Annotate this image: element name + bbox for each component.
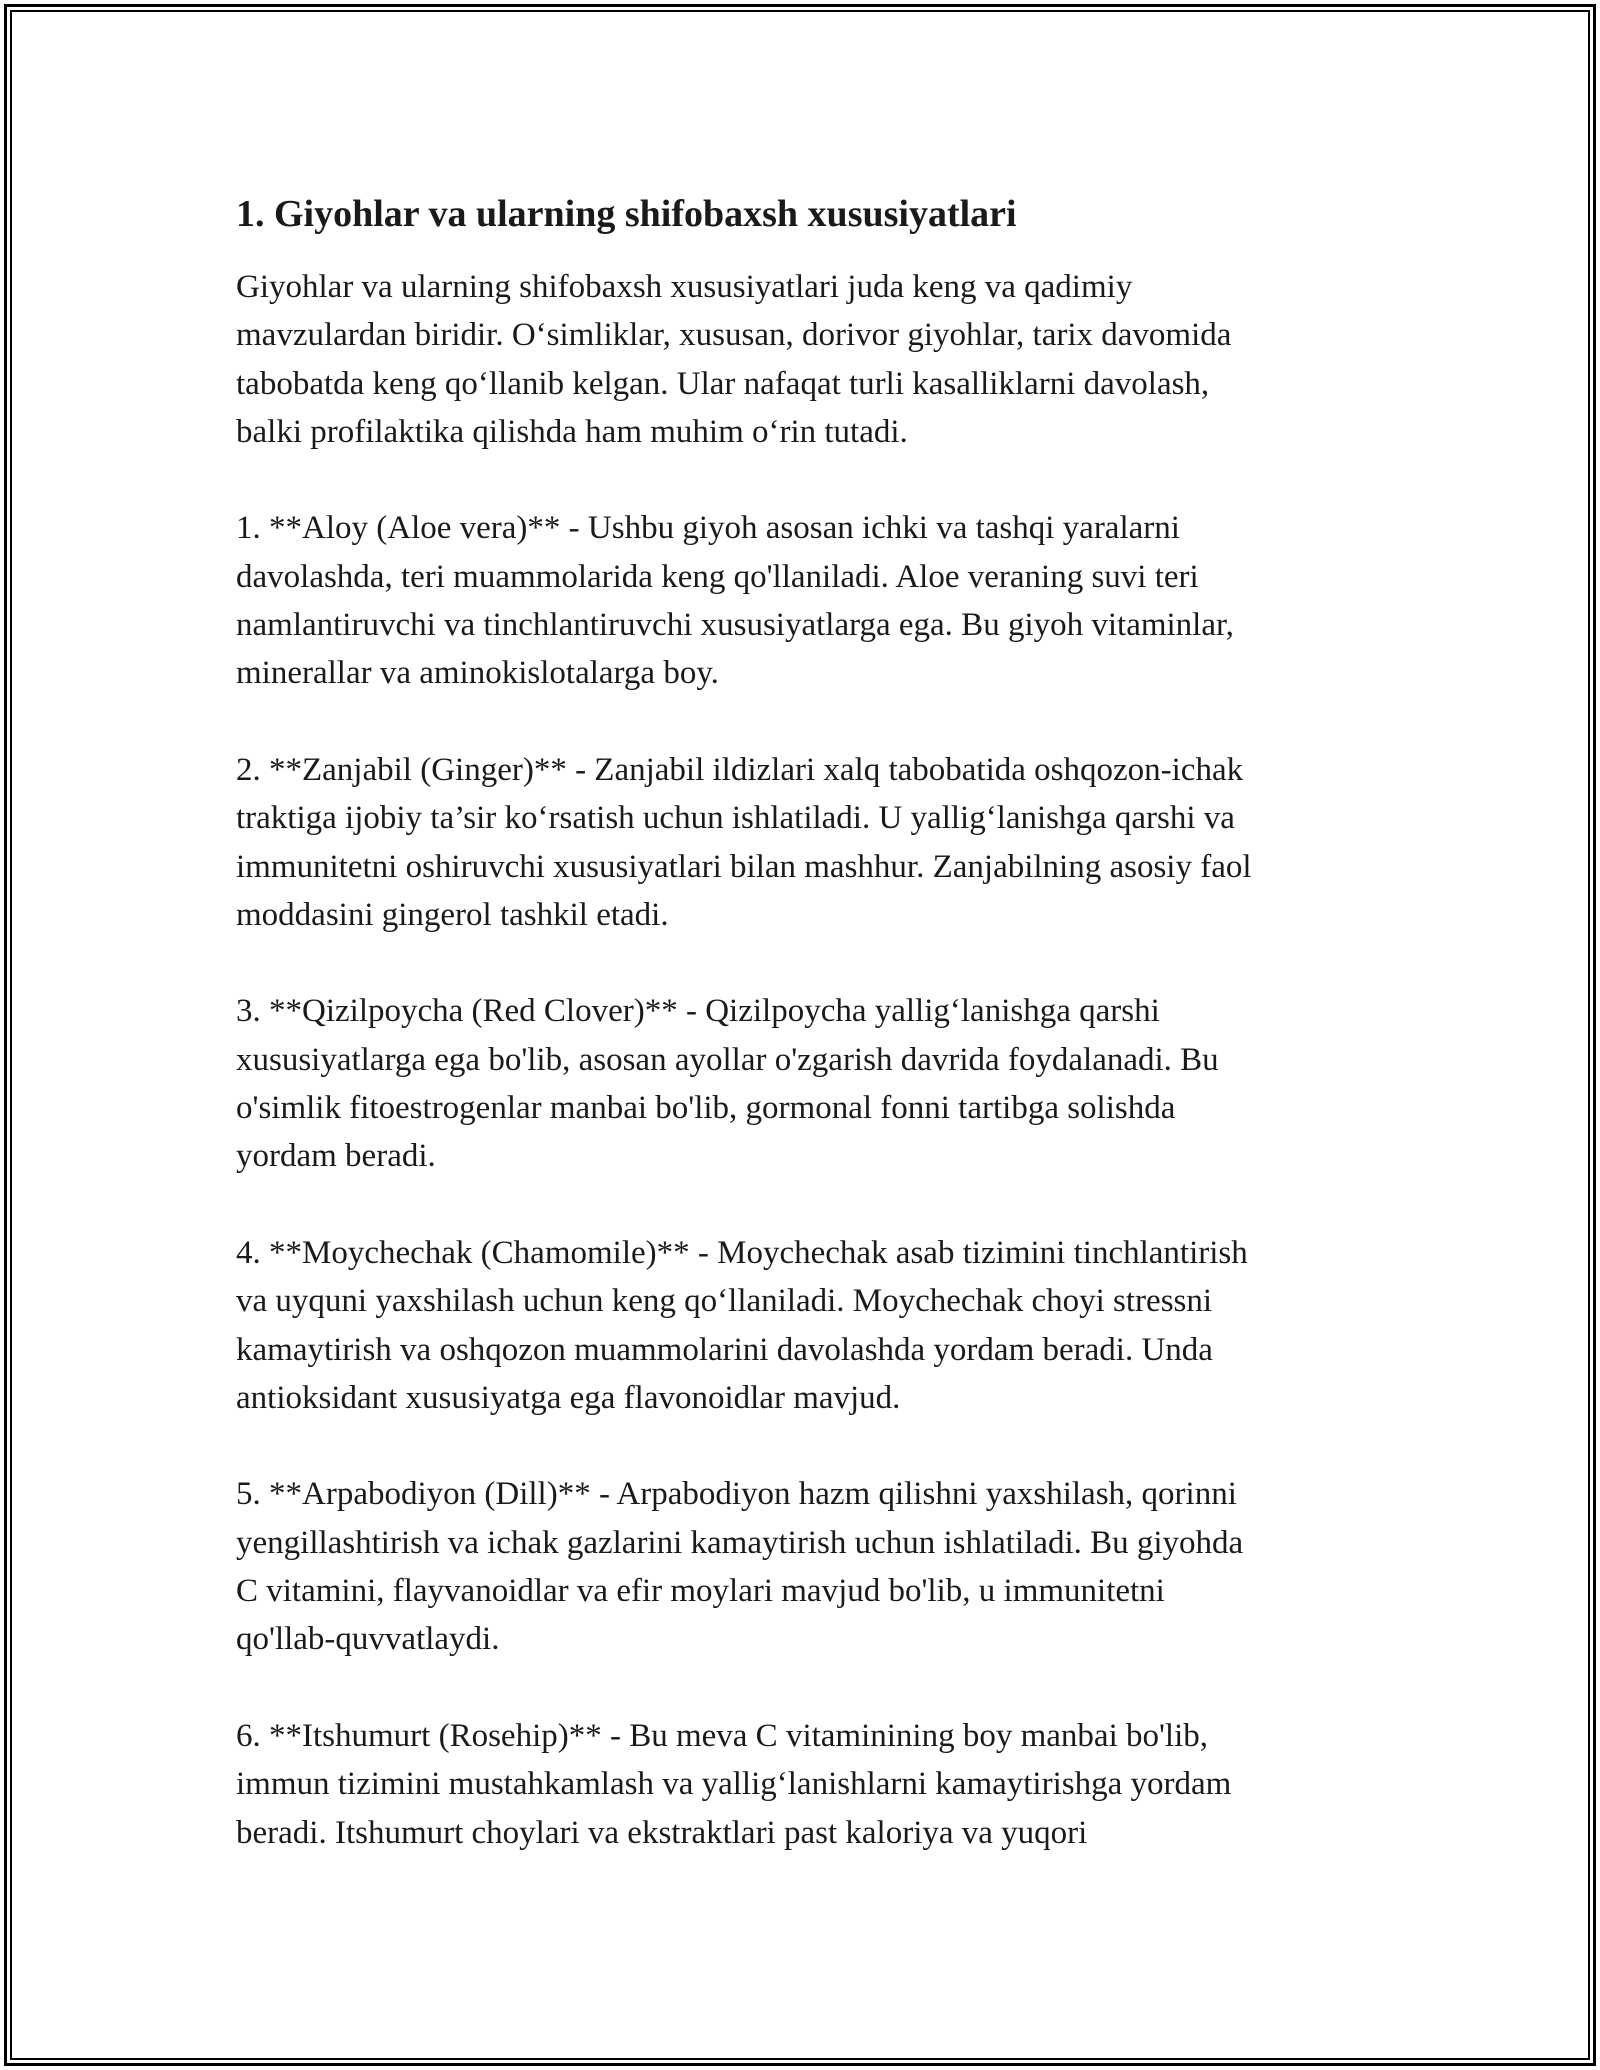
- document-body: [236, 185, 1386, 1905]
- herb-item-rosehip: 6. **Itshumurt (Rosehip)** - Bu meva C vitaminining boy manbai bo'lib, immun tizimini mustahkamlash va yallig‘lanishlarni kamaytirishga yordam beradi. Itshumurt choylari va ekstraktlari past kaloriya va yuqori: [236, 1717, 1232, 1851]
- herb-item-chamomile: 4. **Moychechak (Chamomile)** - Moychechak asab tizimini tinchlantirish va uyquni yaxshilash uchun keng qo‘llaniladi. Moychechak choyi stressni kamaytirish va oshqozon muammolarini davolashda yordam beradi. Unda antioksidant xususiyatga ega flavonoidlar mavjud.: [236, 1234, 1248, 1416]
- herb-item-ginger: 2. **Zanjabil (Ginger)** - Zanjabil ildizlari xalq tabobatida oshqozon-ichak traktiga ijobiy ta’sir ko‘rsatish uchun ishlatiladi. U yallig‘lanishga qarshi va immunitetni oshiruvchi xususiyatlari bilan mashhur. Zanjabilning asosiy faol moddasini gingerol tashkil etadi.: [236, 751, 1252, 933]
- herb-item-aloe: 1. **Aloy (Aloe vera)** - Ushbu giyoh asosan ichki va tashqi yaralarni davolashda, teri muammolarida keng qo'llaniladi. Aloe veraning suvi teri namlantiruvchi va tinchlantiruvchi xususiyatlarga ega. Bu giyoh vitaminlar, minerallar va aminokislotalarga boy.: [236, 510, 1234, 692]
- intro-paragraph: Giyohlar va ularning shifobaxsh xususiyatlari juda keng va qadimiy mavzulardan biridir. O‘simliklar, xususan, dorivor giyohlar, tarix davomida tabobatda keng qo‘llanib kelgan. Ular nafaqat turli kasalliklarni davolash, balki profilaktika qilishda ham muhim o‘rin tutadi.: [236, 269, 1232, 450]
- herb-item-dill: 5. **Arpabodiyon (Dill)** - Arpabodiyon hazm qilishni yaxshilash, qorinni yengillashtirish va ichak gazlarini kamaytirish uchun ishlatiladi. Bu giyohda C vitamini, flayvanoidlar va efir moylari mavjud bo'lib, u immunitetni qo'llab-quvvatlaydi.: [236, 1476, 1244, 1658]
- herb-item-red-clover: 3. **Qizilpoycha (Red Clover)** - Qizilpoycha yallig‘lanishga qarshi xususiyatlarga ega bo'lib, asosan ayollar o'zgarish davrida foydalanadi. Bu o'simlik fitoestrogenlar manbai bo'lib, gormonal fonni tartibga solishda yordam beradi.: [236, 993, 1219, 1175]
- document-heading: 1. Giyohlar va ularning shifobaxsh xususiyatlari: [236, 193, 1017, 235]
